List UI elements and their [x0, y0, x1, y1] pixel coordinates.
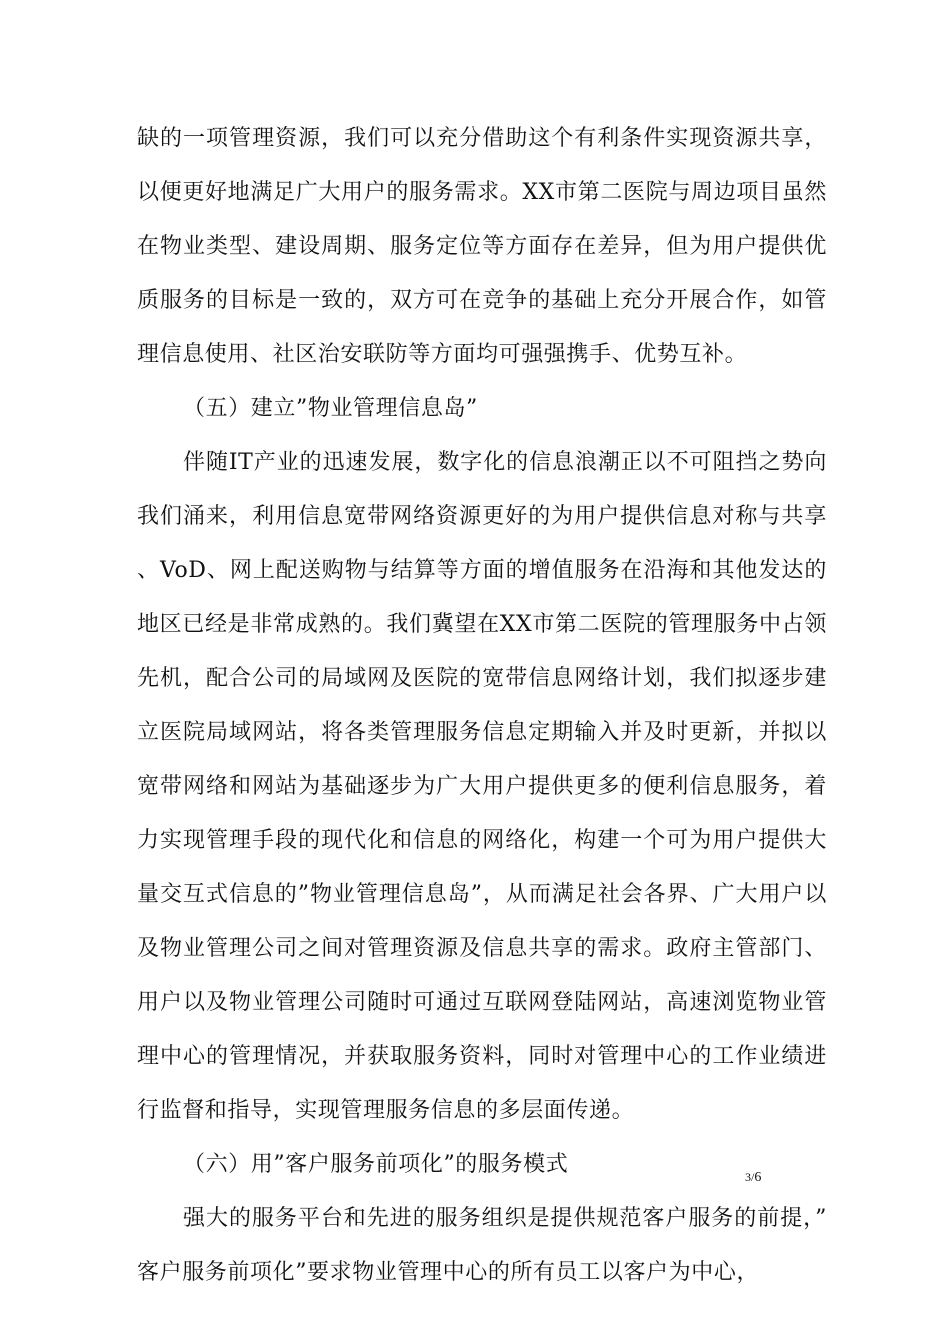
document-body [137, 112, 827, 1300]
paragraph-service-platform: 强大的服务平台和先进的服务组织是提供规范客户服务的前提，”客户服务前项化”要求物业管理中心的所有员工以客户为中心， [137, 1206, 827, 1285]
section-heading-customer-service-model: （六）用”客户服务前项化”的服务模式 [183, 1152, 569, 1177]
page-number [745, 1170, 761, 1185]
paragraph-information-network: 伴随IT产业的迅速发展，数字化的信息浪潮正以不可阻挡之势向我们涌来，利用信息宽带网络资源更好的为用户提供信息对称与共享、VoD、网上配送购物与结算等方面的增值服务在沿海和其他发达的地区已经是非常成熟的。我们冀望在XX市第二医院的管理服务中占领先机，配合公司的局域网及医院的宽带信息网络计划，我们拟逐步建立医院局域网站，将各类管理服务信息定期输入并及时更新，并拟以宽带网络和网站为基础逐步为广大用户提供更多的便利信息服务，着力实现管理手段的现代化和信息的网络化，构建一个可为用户提供大量交互式信息的”物业管理信息岛”，从而满足社会各界、广大用户以及物业管理公司之间对管理资源及信息共享的需求。政府主管部门、用户以及物业管理公司随时可通过互联网登陆网站，高速浏览物业管理中心的管理情况，并获取服务资料，同时对管理中心的工作业绩进行监督和指导，实现管理服务信息的多层面传递。 [137, 450, 827, 1123]
page-number-current: 3 [745, 1170, 751, 1184]
section-heading-information-island: （五）建立”物业管理信息岛” [183, 396, 478, 421]
paragraph-resource-sharing: 缺的一项管理资源，我们可以充分借助这个有利条件实现资源共享，以便更好地满足广大用户的服务需求。XX市第二医院与周边项目虽然在物业类型、建设周期、服务定位等方面存在差异，但为用户提供优质服务的目标是一致的，双方可在竞争的基础上充分开展合作，如管理信息使用、社区治安联防等方面均可强强携手、优势互补。 [137, 126, 827, 367]
page-number-separator: / [751, 1170, 755, 1184]
page-number-total: 6 [754, 1170, 762, 1185]
